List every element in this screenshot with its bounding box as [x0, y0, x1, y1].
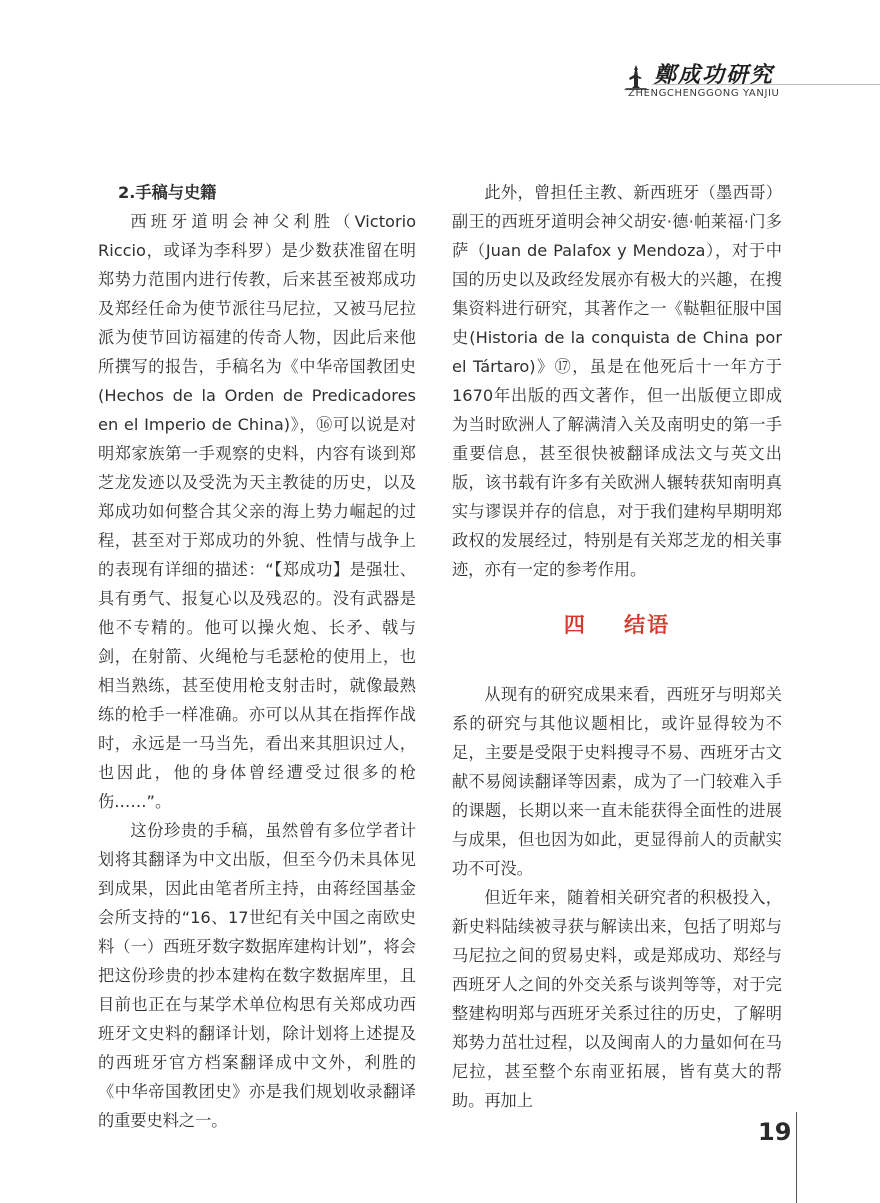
journal-pinyin: ZHENGCHENGGONG YANJIU — [628, 88, 780, 99]
paragraph: 但近年来，随着相关研究者的积极投入，新史料陆续被寻获与解读出来，包括了明郑与马尼拉之间的贸易史料，或是郑成功、郑经与西班牙人之间的外交关系与谈判等等，对于完整建构明郑与西班牙关系过往的历史，了解明郑势力茁壮过程，以及闽南人的力量如何在马尼拉，甚至整个东南亚拓展，皆有莫大的帮助。再加上 — [452, 888, 782, 1110]
right-column — [452, 178, 782, 1115]
paragraph: 此外，曾担任主教、新西班牙（墨西哥）副王的西班牙道明会神父胡安·德·帕莱福·门多萨（Juan de Palafox y Mendoza），对于中国的历史以及政经发展亦有极大的兴趣，在搜集资料进行研究，其著作之一《鞑靼征服中国史(Historia de la conquista de China por el Tártaro)》⑰，虽是在他死后十一年方于1670年出版的西文著作，但一出版便立即成为当时欧洲人了解满清入关及南明史的第一手重要信息，甚至很快被翻译成法文与英文出版，该书载有许多有关欧洲人辗转获知南明真实与谬误并存的信息，对于我们建构早期明郑政权的发展经过，特别是有关郑芝龙的相关事迹，亦有一定的参考作用。 — [452, 183, 782, 579]
page-number: 19 — [758, 1118, 792, 1146]
header-divider — [652, 84, 880, 85]
page-header — [0, 0, 880, 120]
page-number-rule — [796, 1112, 797, 1203]
journal-title: 鄭成功研究 — [654, 62, 775, 88]
section-heading — [452, 610, 782, 640]
section-number: 四 — [563, 613, 587, 637]
paragraph: 西班牙道明会神父利胜（Victorio Riccio，或译为李科罗）是少数获准留在明郑势力范围内进行传教，后来甚至被郑成功及郑经任命为使节派往马尼拉，又被马尼拉派为使节回访福建的传奇人物，因此后来他所撰写的报告，手稿名为《中华帝国教团史(Hechos de la Orden de Predicadores en el Imperio de China)》，⑯可以说是对明郑家族第一手观察的史料，内容有谈到郑芝龙发迹以及受洗为天主教徒的历史，以及郑成功如何整合其父亲的海上势力崛起的过程，甚至对于郑成功的外貌、性情与战争上的表现有详细的描述：“【郑成功】是强壮、具有勇气、报复心以及残忍的。没有武器是他不专精的。他可以操火炮、长矛、戟与剑，在射箭、火绳枪与毛瑟枪的使用上，也相当熟练，甚至使用枪支射击时，就像最熟练的枪手一样准确。亦可以从其在指挥作战时，永远是一马当先，看出来其胆识过人，也因此，他的身体曾经遭受过很多的枪伤……”。 — [98, 212, 416, 811]
subheading: 2.手稿与史籍 — [118, 183, 217, 202]
section-title: 结语 — [624, 613, 671, 637]
paragraph: 这份珍贵的手稿，虽然曾有多位学者计划将其翻译为中文出版，但至今仍未具体见到成果，因此由笔者所主持，由蒋经国基金会所支持的“16、17世纪有关中国之南欧史料（一）西班牙数字数据库建构计划”，将会把这份珍贵的抄本建构在数字数据库里，且目前也正在与某学术单位构思有关郑成功西班牙文史料的翻译计划，除计划将上述提及的西班牙官方档案翻译成中文外，利胜的《中华帝国教团史》亦是我们规划收录翻译的重要史料之一。 — [98, 821, 416, 1130]
left-column — [98, 178, 416, 1135]
statue-logo-icon — [622, 62, 650, 90]
paragraph: 从现有的研究成果来看，西班牙与明郑关系的研究与其他议题相比，或许显得较为不足，主要是受限于史料搜寻不易、西班牙古文献不易阅读翻译等因素，成为了一门较难入手的课题，长期以来一直未能获得全面性的进展与成果，但也因为如此，更显得前人的贡献实功不可没。 — [452, 685, 782, 878]
